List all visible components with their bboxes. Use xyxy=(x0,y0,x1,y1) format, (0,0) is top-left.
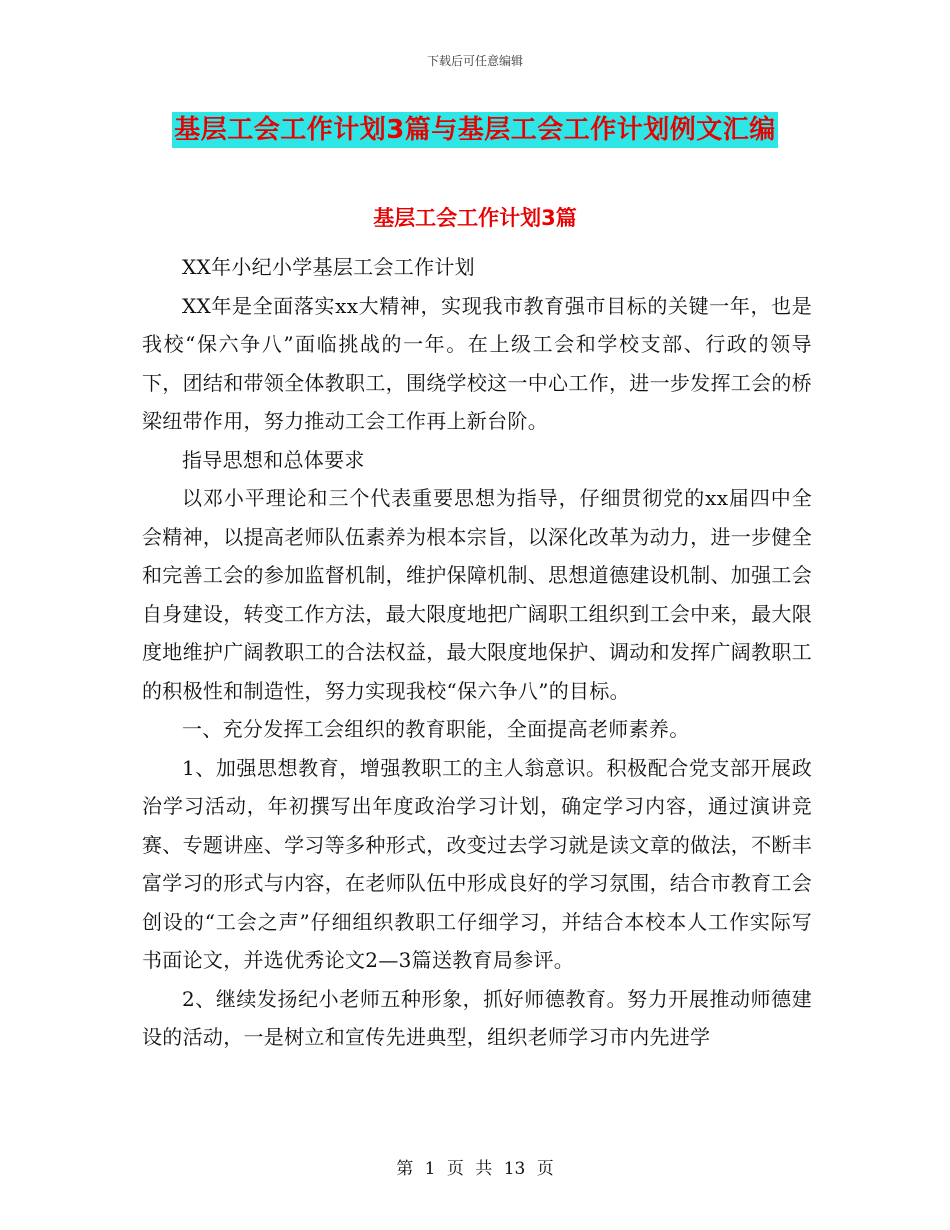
paragraph-item-1: 1、加强思想教育，增强教职工的主人翁意识。积极配合党支部开展政治学习活动，年初撰写出年度政治学习计划，确定学习内容，通过演讲竞赛、专题讲座、学习等多种形式，改变过去学习就是读文章的做法，不断丰富学习的形式与内容，在老师队伍中形成良好的学习氛围，结合市教育工会创设的“工会之声”仔细组织教职工仔细学习，并结合本校本人工作实际写书面论文，并选优秀论文2—3篇送教育局参评。 xyxy=(142,755,812,972)
paragraph-heading-section-1: 一、充分发挥工会组织的教育职能，全面提高老师素养。 xyxy=(182,717,690,741)
paragraph-heading-guiding: 指导思想和总体要求 xyxy=(182,447,365,472)
document-body xyxy=(142,248,812,1057)
section-title: 基层工会工作计划3篇 xyxy=(373,206,577,230)
document-title-container xyxy=(0,112,950,148)
document-title: 基层工会工作计划3篇与基层工会工作计划例文汇编 xyxy=(172,112,778,148)
paragraph-item-2: 2、继续发扬纪小老师五种形象，抓好师德教育。努力开展推动师德建设的活动，一是树立和宣传先进典型，组织老师学习市内先进学 xyxy=(142,986,812,1049)
paragraph-subtitle: XX年小纪小学基层工会工作计划 xyxy=(182,255,475,279)
paragraph-guiding-thought: 以邓小平理论和三个代表重要思想为指导，仔细贯彻党的xx届四中全会精神，以提高老师队伍素养为根本宗旨，以深化改革为动力，进一步健全和完善工会的参加监督机制，维护保障机制、思想道德建设机制、加强工会自身建设，转变工作方法，最大限度地把广阔职工组织到工会中来，最大限度地维护广阔教职工的合法权益，最大限度地保护、调动和发挥广阔教职工的积极性和制造性，努力实现我校“保六争八”的目标。 xyxy=(142,486,812,703)
paragraph-intro: XX年是全面落实xx大精神，实现我市教育强市目标的关键一年，也是我校“保六争八”面临挑战的一年。在上级工会和学校支部、行政的领导下，团结和带领全体教职工，围绕学校这一中心工作，进一步发挥工会的桥梁纽带作用，努力推动工会工作再上新台阶。 xyxy=(142,293,812,433)
header-note: 下载后可任意编辑 xyxy=(426,54,523,68)
page-indicator: 第 1 页 共 13 页 xyxy=(396,1159,554,1179)
